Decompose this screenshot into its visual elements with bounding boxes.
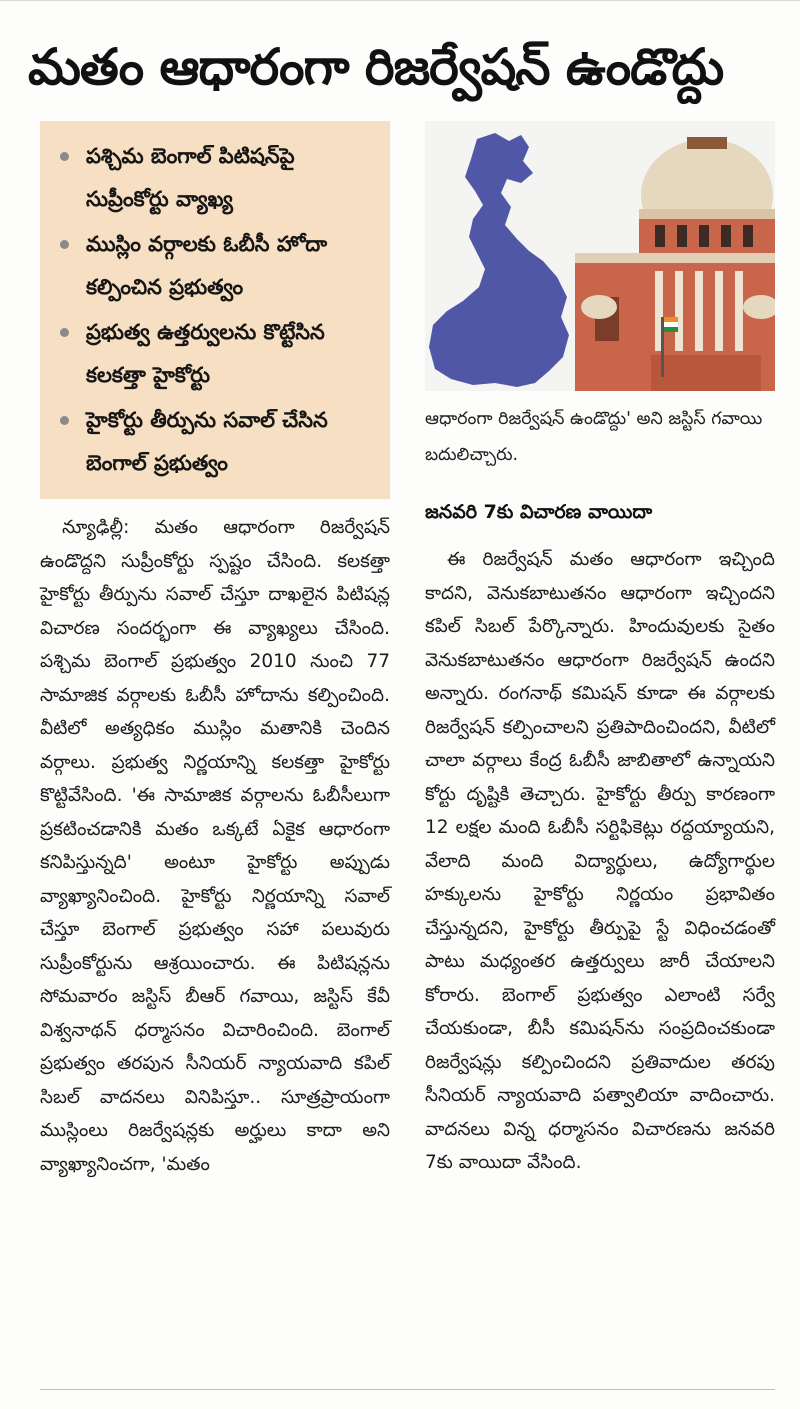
highlight-item — [60, 311, 380, 397]
caption-text: ఆధారంగా రిజర్వేషన్ ఉండొద్దు' అని జస్టిస్ గవాయి బదులిచ్చారు. — [425, 409, 763, 465]
bullet-icon — [60, 152, 69, 161]
highlight-text: ప్రభుత్వ ఉత్తర్వులను కొట్టేసిన కలకత్తా హైకోర్టు — [86, 320, 325, 387]
news-photo — [425, 121, 775, 391]
bottom-divider — [40, 1389, 775, 1390]
highlights-box — [40, 121, 390, 499]
bullet-icon — [60, 416, 69, 425]
highlight-text: హైకోర్టు తీర్పును సవాల్ చేసిన బెంగాల్ ప్రభుత్వం — [86, 408, 328, 475]
highlight-item — [60, 223, 380, 309]
highlight-item — [60, 135, 380, 221]
bullet-icon — [60, 328, 69, 337]
headline: మతం ఆధారంగా రిజర్వేషన్ ఉండొద్దు — [28, 38, 724, 96]
article-body-left: న్యూఢిల్లీ: మతం ఆధారంగా రిజర్వేషన్ ఉండొద్దని సుప్రీంకోర్టు స్పష్టం చేసింది. కలకత్తా హైకోర్టు తీర్పును సవాల్ చేస్తూ దాఖలైన పిటిషన్ల విచారణ సందర్భంగా ఈ వ్యాఖ్యలు చేసింది. పశ్చిమ బెంగాల్ ప్రభుత్వం 2010 నుంచి 77 సామాజిక వర్గాలకు ఓబీసీ హోదాను కల్పించింది. వీటిలో అత్యధికం ముస్లిం మతానికి చెందిన వర్గాలు. ప్రభుత్వ నిర్ణయాన్ని కలకత్తా హైకోర్టు కొట్టివేసింది. 'ఈ సామాజిక వర్గాలను ఓబీసీలుగా ప్రకటించడానికి మతం ఒక్కటే ఏకైక ఆధారంగా కనిపిస్తున్నది' అంటూ హైకోర్టు అప్పుడు వ్యాఖ్యానించింది. హైకోర్టు నిర్ణయాన్ని సవాల్ చేస్తూ బెంగాల్ ప్రభుత్వం సహా పలువురు సుప్రీంకోర్టును ఆశ్రయించారు. ఈ పిటిషన్లను సోమవారం జస్టిస్ బీఆర్ గవాయి, జస్టిస్ కేవీ విశ్వనాథన్ ధర్మాసనం విచారించింది. బెంగాల్ ప్రభుత్వం తరపున సీనియర్ న్యాయవాది కపిల్ సిబల్ వాదనలు వినిపిస్తూ.. సూత్రప్రాయంగా ముస్లింలు రిజర్వేషన్లకు అర్హులు కాదా అని వ్యాఖ్యానించగా, 'మతం — [40, 517, 390, 1175]
highlight-text: పశ్చిమ బెంగాల్ పిటిషన్‌పై సుప్రీంకోర్టు వ్యాఖ్య — [86, 144, 295, 211]
highlight-item — [60, 399, 380, 485]
bullet-icon — [60, 240, 69, 249]
subheading: జనవరి 7కు విచారణ వాయిదా — [425, 501, 653, 523]
highlight-text: ముస్లిం వర్గాలకు ఓబీసీ హోదా కల్పించిన ప్రభుత్వం — [86, 232, 328, 299]
article-body-right: ఈ రిజర్వేషన్ మతం ఆధారంగా ఇచ్చింది కాదని, వెనుకబాటుతనం ఆధారంగా ఇచ్చిందని కపిల్ సిబల్ పేర్కొన్నారు. హిందువులకు సైతం వెనుకబాటుతనం ఆధారంగా రిజర్వేషన్ ఉందని అన్నారు. రంగనాథ్ కమిషన్ కూడా ఈ వర్గాలకు రిజర్వేషన్ కల్పించాలని ప్రతిపాదించిందని, వీటిలో చాలా వర్గాలు కేంద్ర ఓబీసీ జాబితాలో ఉన్నాయని కోర్టు దృష్టికి తెచ్చారు. హైకోర్టు తీర్పు కారణంగా 12 లక్షల మంది ఓబీసీ సర్టిఫికెట్లు రద్దయ్యాయని, వేలాది మంది విద్యార్థులు, ఉద్యోగార్థుల హక్కులను హైకోర్టు నిర్ణయం ప్రభావితం చేస్తున్నదని, హైకోర్టు తీర్పుపై స్టే విధించడంతో పాటు మధ్యంతర ఉత్తర్వులు జారీ చేయాలని కోరారు. బెంగాల్ ప్రభుత్వం ఎలాంటి సర్వే చేయకుండా, బీసీ కమిషన్‌ను సంప్రదించకుండా రిజర్వేషన్లు కల్పించిందని ప్రతివాదుల తరపు సీనియర్ న్యాయవాది పత్వాలియా వాదించారు. వాదనలు విన్న ధర్మాసనం విచారణను జనవరి 7కు వాయిదా వేసింది. — [425, 549, 775, 1173]
